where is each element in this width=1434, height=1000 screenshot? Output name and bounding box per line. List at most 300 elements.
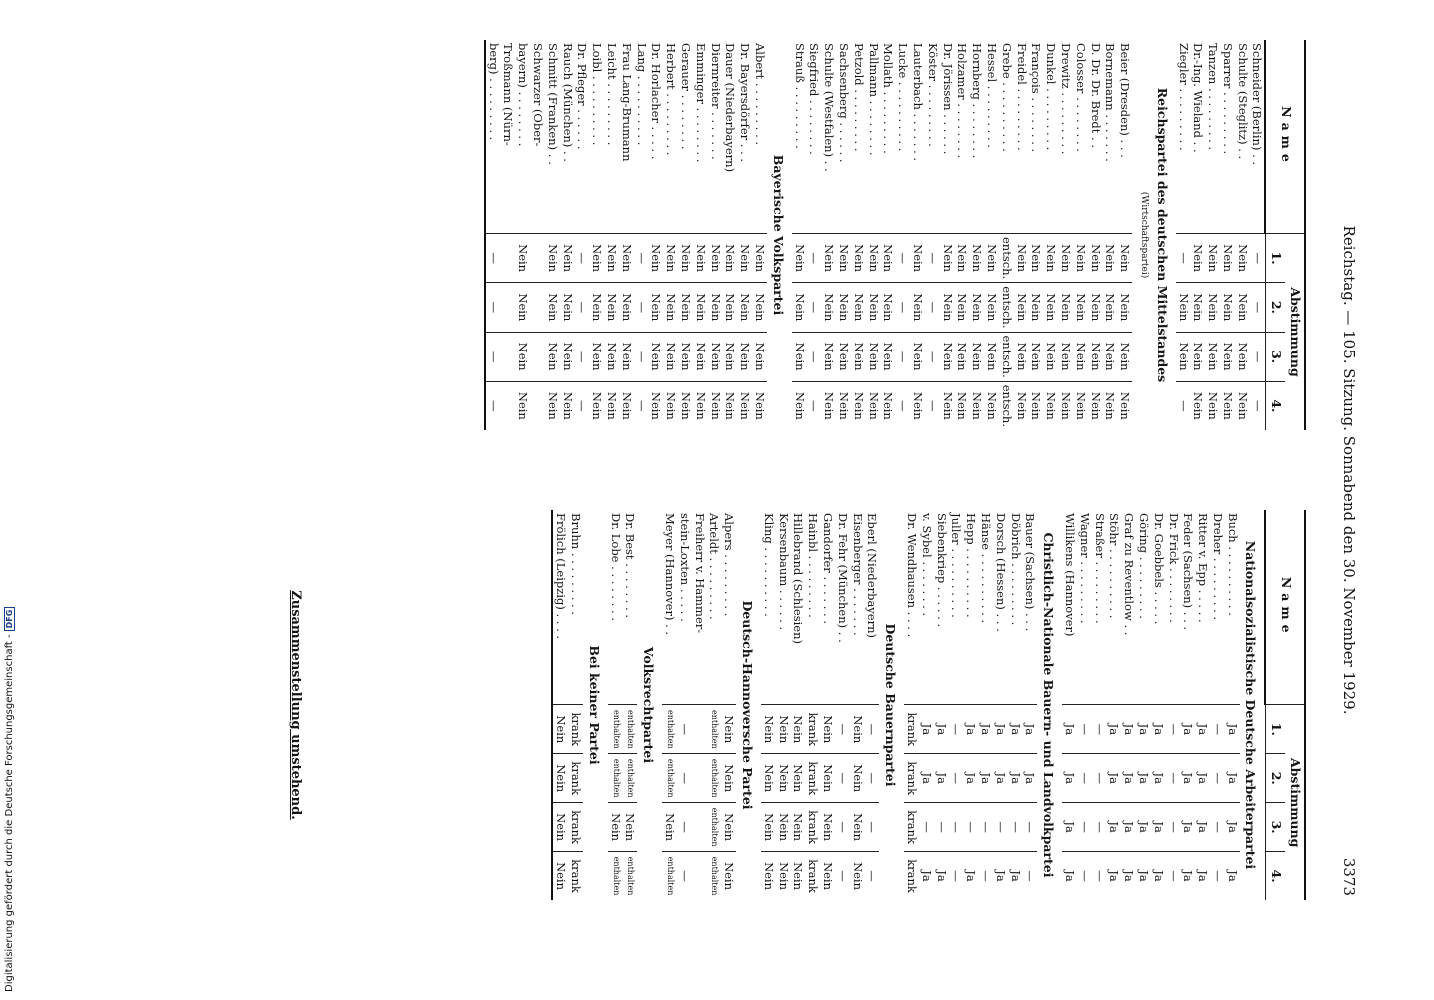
- vote-cell-1: Ja: [963, 705, 978, 754]
- column-header-2: 2.: [1266, 754, 1286, 803]
- vote-cell-3: Ja: [1121, 803, 1136, 852]
- vote-cell-4: Ja: [963, 852, 978, 900]
- vote-cell-2: entsch.: [999, 283, 1014, 332]
- vote-cell-2: Nein: [693, 283, 708, 332]
- credit-text: Digitalisierung gefördert durch die Deutsche Forschungsgemeinschaft -: [4, 634, 15, 992]
- vote-cell-4: enthalten: [623, 852, 638, 900]
- member-name: Freiherr v. Hammer-: [692, 513, 707, 634]
- vote-cell-3: Nein: [761, 803, 776, 852]
- vote-cell-1: [530, 234, 545, 283]
- member-name: Lang . . . . . . . . . .: [634, 43, 649, 146]
- vote-cell-2: Ja: [1225, 754, 1240, 803]
- table-row: [836, 40, 851, 430]
- table-row: [940, 40, 955, 430]
- table-row: [776, 510, 791, 900]
- party-name: Volksrechtpartei: [641, 646, 657, 764]
- vote-cell-3: Ja: [1151, 803, 1166, 852]
- table-row: [501, 40, 516, 430]
- table-row: [663, 40, 678, 430]
- table-row: [1191, 40, 1206, 430]
- vote-cell-4: Nein: [1205, 381, 1220, 430]
- vote-cell-2: Nein: [940, 283, 955, 332]
- footer-note: Zusammenstellung umstehend.: [288, 590, 303, 820]
- vote-cell-1: Ja: [1121, 705, 1136, 754]
- table-row: [851, 40, 866, 430]
- vote-cell-1: enthalten: [662, 705, 677, 754]
- vote-cell-1: [501, 234, 516, 283]
- member-name: Tanzen . . . . . . . . .: [1206, 43, 1221, 151]
- vote-cell-4: Nein: [850, 852, 865, 900]
- vote-cell-2: Ja: [1121, 754, 1136, 803]
- vote-cell-4: —: [485, 381, 501, 430]
- member-name: Dr. Goebbels . . . . .: [1151, 513, 1166, 625]
- member-name: Göring . . . . . . . . .: [1136, 513, 1151, 619]
- vote-cell-2: Ja: [1023, 754, 1038, 803]
- vote-cell-3: Nein: [1176, 332, 1191, 381]
- vote-cell-2: Nein: [545, 283, 560, 332]
- vote-cell-1: Nein: [723, 234, 738, 283]
- vote-cell-1: —: [575, 234, 590, 283]
- vote-cell-2: —: [677, 754, 692, 803]
- vote-cell-4: —: [949, 852, 964, 900]
- vote-cell-4: Ja: [1181, 852, 1196, 900]
- member-name: Siebenkriep . . . . . .: [934, 513, 949, 628]
- party-subheading: [1132, 40, 1151, 430]
- vote-cell-2: enthalten: [623, 754, 638, 803]
- member-name: Beier (Dresden) . . .: [1118, 43, 1133, 158]
- party-heading: [879, 510, 904, 900]
- vote-cell-3: Nein: [791, 803, 806, 852]
- party-heading: [1037, 510, 1062, 900]
- vote-cell-3: Nein: [1103, 332, 1118, 381]
- table-row: [1023, 510, 1038, 900]
- vote-cell-4: entsch.: [999, 381, 1014, 430]
- vote-cell-4: —: [895, 381, 910, 430]
- vote-cell-2: Ja: [1151, 754, 1166, 803]
- vote-cell-1: —: [1210, 705, 1225, 754]
- vote-cell-3: Nein: [589, 332, 604, 381]
- table-row: [568, 510, 583, 900]
- vote-cell-2: Nein: [955, 283, 970, 332]
- vote-cell-4: Nein: [1058, 381, 1073, 430]
- vote-cell-3: Nein: [881, 332, 896, 381]
- vote-cell-2: —: [835, 754, 850, 803]
- vote-cell-4: Nein: [737, 381, 752, 430]
- table-row: [993, 510, 1008, 900]
- vote-cell-2: Nein: [1191, 283, 1206, 332]
- member-name: Dr. Frick . . . . . . . .: [1166, 513, 1181, 623]
- vote-cell-3: Nein: [662, 803, 677, 852]
- member-name: Dunkel . . . . . . . . .: [1044, 43, 1059, 151]
- table-row: [761, 510, 776, 900]
- vote-cell-3: [501, 332, 516, 381]
- vote-cell-2: Nein: [1176, 283, 1191, 332]
- vote-cell-1: Nein: [820, 705, 835, 754]
- vote-cell-3: —: [1166, 803, 1181, 852]
- vote-cell-2: Nein: [552, 754, 568, 803]
- member-name: Siegfried . . . . . . . .: [807, 43, 822, 155]
- vote-cell-4: [501, 381, 516, 430]
- table-row: [1062, 510, 1077, 900]
- vote-cell-2: Ja: [1195, 754, 1210, 803]
- member-name: Hainbl . . . . . . . . .: [806, 513, 821, 618]
- vote-cell-2: Nein: [1043, 283, 1058, 332]
- table-row: [850, 510, 865, 900]
- vote-cell-2: —: [1250, 283, 1266, 332]
- member-name: berg) . . . . . . . . .: [485, 40, 501, 234]
- vote-cell-4: [530, 381, 545, 430]
- vote-cell-3: Nein: [693, 332, 708, 381]
- vote-cell-1: Nein: [560, 234, 575, 283]
- vote-cell-3: Nein: [1029, 332, 1044, 381]
- table-row: [969, 40, 984, 430]
- vote-cell-3: Nein: [1220, 332, 1235, 381]
- member-name: Diernreiter . . . . . . .: [708, 43, 723, 160]
- member-name: Ziegler . . . . . . . . .: [1176, 43, 1191, 151]
- vote-cell-1: Nein: [708, 234, 723, 283]
- table-row: [1210, 510, 1225, 900]
- vote-cell-1: —: [925, 234, 940, 283]
- vote-cell-3: Nein: [678, 332, 693, 381]
- vote-cell-3: Ja: [1195, 803, 1210, 852]
- vote-cell-3: Nein: [708, 332, 723, 381]
- table-row: [634, 40, 649, 430]
- member-name: Emminger . . . . . . . .: [693, 43, 708, 163]
- table-row: [807, 40, 822, 430]
- vote-cell-3: Ja: [1136, 803, 1151, 852]
- vote-cell-1: Nein: [1205, 234, 1220, 283]
- vote-cell-2: enthalten: [662, 754, 677, 803]
- table-row: [895, 40, 910, 430]
- left-table-body: [485, 40, 1266, 430]
- vote-cell-1: —: [1077, 705, 1092, 754]
- vote-cell-1: Ja: [1136, 705, 1151, 754]
- table-row: [866, 40, 881, 430]
- vote-cell-4: —: [575, 381, 590, 430]
- member-name: Hillebrand (Schlesien): [791, 513, 806, 644]
- vote-cell-1: Nein: [721, 705, 736, 754]
- vote-cell-3: Nein: [1088, 332, 1103, 381]
- member-name: Graf zu Reventlow . .: [1122, 513, 1137, 636]
- column-header-name: Name: [1266, 510, 1306, 705]
- vote-cell-3: Nein: [515, 332, 530, 381]
- table-row: [1121, 510, 1136, 900]
- vote-cell-4: Nein: [1235, 381, 1250, 430]
- vote-cell-4: Nein: [969, 381, 984, 430]
- vote-cell-4: —: [1023, 852, 1038, 900]
- vote-cell-2: Nein: [820, 754, 835, 803]
- vote-cell-2: enthalten: [608, 754, 623, 803]
- vote-cell-1: Ja: [993, 705, 1008, 754]
- vote-cell-4: Ja: [1008, 852, 1023, 900]
- column-header-3: 3.: [1266, 803, 1286, 852]
- vote-cell-1: Nein: [737, 234, 752, 283]
- vote-cell-2: Nein: [663, 283, 678, 332]
- vote-cell-3: krank: [568, 803, 583, 852]
- party-subname: (Wirtschaftspartei): [1138, 191, 1149, 279]
- table-row: [1103, 40, 1118, 430]
- vote-cell-3: —: [949, 803, 964, 852]
- vote-cell-3: —: [978, 803, 993, 852]
- vote-cell-2: Nein: [1117, 283, 1132, 332]
- table-row: [1195, 510, 1210, 900]
- vote-cell-4: Nein: [820, 852, 835, 900]
- member-name: Freidel . . . . . . . . .: [1014, 43, 1029, 151]
- vote-cell-4: —: [835, 852, 850, 900]
- vote-cell-1: Ja: [978, 705, 993, 754]
- vote-cell-4: [692, 852, 707, 900]
- vote-cell-4: Ja: [993, 852, 1008, 900]
- member-name: Pallmann . . . . . . . .: [866, 43, 881, 156]
- vote-cell-4: Ja: [934, 852, 949, 900]
- table-row: [865, 510, 880, 900]
- member-name: Dr. Fehr (München) . .: [835, 513, 850, 643]
- table-row: [678, 40, 693, 430]
- table-row: [1176, 40, 1191, 430]
- page-title: Reichstag. — 105. Sitzung. Sonnabend den 30. November 1929.: [1340, 225, 1358, 715]
- member-name: Meyer (Hannover) . .: [663, 513, 678, 636]
- vote-cell-1: Ja: [1107, 705, 1122, 754]
- vote-cell-3: —: [485, 332, 501, 381]
- vote-cell-3: —: [1008, 803, 1023, 852]
- table-row: [485, 40, 501, 430]
- vote-cell-3: Nein: [969, 332, 984, 381]
- member-name: Gerauer . . . . . . . .: [679, 43, 694, 150]
- table-row: [721, 510, 736, 900]
- vote-cell-4: Nein: [678, 381, 693, 430]
- member-name: Dr. Lobe . . . . . . . .: [608, 513, 623, 621]
- vote-cell-1: Nein: [866, 234, 881, 283]
- vote-cell-4: —: [1250, 381, 1266, 430]
- vote-cell-1: Nein: [693, 234, 708, 283]
- vote-cell-4: —: [1210, 852, 1225, 900]
- table-row: [963, 510, 978, 900]
- vote-cell-2: Ja: [1181, 754, 1196, 803]
- vote-cell-2: krank: [904, 754, 919, 803]
- vote-cell-1: entsch.: [999, 234, 1014, 283]
- vote-cell-4: Nein: [1220, 381, 1235, 430]
- vote-cell-3: Nein: [984, 332, 999, 381]
- vote-cell-2: Nein: [1220, 283, 1235, 332]
- column-header-4: 4.: [1266, 381, 1286, 430]
- vote-cell-1: krank: [805, 705, 820, 754]
- vote-cell-2: Nein: [737, 283, 752, 332]
- vote-cell-2: Nein: [984, 283, 999, 332]
- vote-cell-1: enthalten: [608, 705, 623, 754]
- vote-cell-4: Nein: [723, 381, 738, 430]
- vote-cell-3: —: [963, 803, 978, 852]
- member-name: v. Sybel . . . . . . . .: [919, 513, 934, 617]
- table-row: [949, 510, 964, 900]
- vote-cell-4: Nein: [545, 381, 560, 430]
- member-name: Dreher . . . . . . . . .: [1210, 513, 1225, 621]
- vote-cell-1: Nein: [1073, 234, 1088, 283]
- table-row: [1014, 40, 1029, 430]
- party-heading: [736, 510, 761, 900]
- member-name: Dauer (Niederbayern): [723, 43, 738, 173]
- member-name: Sparrer . . . . . . . . .: [1220, 43, 1235, 155]
- vote-cell-1: Nein: [552, 705, 568, 754]
- vote-cell-1: Ja: [934, 705, 949, 754]
- table-row: [984, 40, 999, 430]
- vote-cell-4: Nein: [1029, 381, 1044, 430]
- column-header-name: Name: [1266, 40, 1306, 234]
- dfg-logo: DFG: [4, 607, 15, 632]
- party-name: Christlich-Nationale Bauern- und Landvolkpartei: [1041, 532, 1057, 878]
- vote-cell-3: Ja: [1107, 803, 1122, 852]
- party-heading: [767, 40, 792, 430]
- vote-cell-4: —: [925, 381, 940, 430]
- vote-cell-3: Nein: [721, 803, 736, 852]
- vote-cell-4: enthalten: [662, 852, 677, 900]
- vote-cell-2: —: [1092, 754, 1107, 803]
- vote-cell-1: —: [1092, 705, 1107, 754]
- member-name: Dorsch (Hessen) . . .: [993, 513, 1008, 632]
- vote-cell-1: —: [634, 234, 649, 283]
- vote-cell-1: Nein: [1014, 234, 1029, 283]
- member-name: Bornemann . . . . . . .: [1103, 43, 1118, 162]
- vote-cell-3: Nein: [1191, 332, 1206, 381]
- vote-cell-1: Ja: [1151, 705, 1166, 754]
- vote-cell-1: Nein: [589, 234, 604, 283]
- vote-cell-3: —: [993, 803, 1008, 852]
- vote-cell-1: Nein: [649, 234, 664, 283]
- vote-cell-4: Nein: [604, 381, 619, 430]
- table-row: [608, 510, 623, 900]
- member-name: Lauterbach . . . . . . .: [910, 43, 925, 162]
- table-row: [1008, 510, 1023, 900]
- vote-cell-1: Nein: [1043, 234, 1058, 283]
- vote-cell-3: Nein: [663, 332, 678, 381]
- vote-cell-2: Ja: [993, 754, 1008, 803]
- table-row: [589, 40, 604, 430]
- vote-cell-3: —: [1210, 803, 1225, 852]
- vote-cell-4: Nein: [776, 852, 791, 900]
- vote-cell-1: Ja: [1008, 705, 1023, 754]
- vote-cell-3: Nein: [737, 332, 752, 381]
- vote-cell-4: —: [1176, 381, 1191, 430]
- table-row: [1151, 510, 1166, 900]
- vote-cell-4: enthalten: [608, 852, 623, 900]
- table-row: [925, 40, 940, 430]
- table-row: [708, 40, 723, 430]
- vote-cell-3: Nein: [910, 332, 925, 381]
- vote-cell-1: Nein: [969, 234, 984, 283]
- table-row: [707, 510, 722, 900]
- vote-cell-3: Nein: [866, 332, 881, 381]
- vote-cell-1: Nein: [1088, 234, 1103, 283]
- vote-cell-1: —: [835, 705, 850, 754]
- vote-cell-2: Ja: [934, 754, 949, 803]
- left-vote-table: [484, 40, 1306, 430]
- vote-cell-4: Ja: [1121, 852, 1136, 900]
- party-name: Nationalsozialistische Deutsche Arbeiterpartei: [1243, 540, 1259, 870]
- member-name: Stöhr . . . . . . . . . .: [1107, 513, 1122, 619]
- table-row: [1235, 40, 1250, 430]
- vote-cell-3: krank: [904, 803, 919, 852]
- vote-cell-4: —: [634, 381, 649, 430]
- vote-cell-2: Nein: [836, 283, 851, 332]
- member-name: Mollath . . . . . . . . .: [881, 43, 896, 154]
- table-row: [545, 40, 560, 430]
- table-row: [649, 40, 664, 430]
- vote-cell-1: Nein: [792, 234, 807, 283]
- member-name: Dr. Wendhausen . . . .: [904, 513, 919, 638]
- member-name: Dr. Best . . . . . . . .: [623, 513, 638, 619]
- column-header-abstimmung: Abstimmung: [1285, 234, 1305, 431]
- vote-cell-2: Ja: [1136, 754, 1151, 803]
- vote-cell-2: Nein: [1058, 283, 1073, 332]
- column-header-1: 1.: [1266, 705, 1286, 754]
- vote-cell-3: Nein: [836, 332, 851, 381]
- member-name: Feder (Sachsen) . . .: [1181, 513, 1196, 631]
- vote-cell-2: —: [895, 283, 910, 332]
- vote-cell-4: Ja: [1107, 852, 1122, 900]
- vote-cell-2: Nein: [866, 283, 881, 332]
- table-row: [623, 510, 638, 900]
- vote-cell-2: Nein: [1088, 283, 1103, 332]
- table-row: [919, 510, 934, 900]
- vote-cell-2: Nein: [851, 283, 866, 332]
- vote-cell-1: Nein: [850, 705, 865, 754]
- vote-cell-3: Nein: [821, 332, 836, 381]
- vote-cell-4: Nein: [984, 381, 999, 430]
- vote-cell-4: Nein: [910, 381, 925, 430]
- vote-cell-4: —: [1166, 852, 1181, 900]
- table-row: [619, 40, 634, 430]
- party-heading: [1240, 510, 1266, 900]
- vote-cell-4: Nein: [1117, 381, 1132, 430]
- vote-cell-3: —: [634, 332, 649, 381]
- member-name: Albert . . . . . . . . .: [753, 43, 767, 146]
- vote-cell-3: Ja: [1181, 803, 1196, 852]
- member-name: Bauer (Sachsen) . . .: [1023, 513, 1038, 632]
- vote-cell-3: Nein: [851, 332, 866, 381]
- table-row: [692, 510, 707, 900]
- vote-cell-3: enthalten: [707, 803, 722, 852]
- vote-cell-2: Nein: [515, 283, 530, 332]
- vote-cell-1: Nein: [821, 234, 836, 283]
- vote-cell-4: Nein: [821, 381, 836, 430]
- vote-cell-2: krank: [805, 754, 820, 803]
- vote-cell-4: Nein: [721, 852, 736, 900]
- party-heading: [583, 510, 608, 900]
- vote-cell-2: —: [575, 283, 590, 332]
- vote-cell-1: enthalten: [623, 705, 638, 754]
- vote-cell-1: Nein: [851, 234, 866, 283]
- vote-cell-2: Ja: [978, 754, 993, 803]
- vote-cell-2: —: [1166, 754, 1181, 803]
- vote-cell-4: Nein: [761, 852, 776, 900]
- vote-cell-3: Nein: [608, 803, 623, 852]
- table-row: [662, 510, 677, 900]
- vote-cell-4: Nein: [836, 381, 851, 430]
- vote-cell-4: Nein: [1073, 381, 1088, 430]
- vote-cell-3: —: [807, 332, 822, 381]
- vote-cell-3: Nein: [560, 332, 575, 381]
- vote-cell-4: —: [865, 852, 880, 900]
- member-name: Eberl (Niederbayern): [865, 513, 880, 639]
- party-heading: [1151, 40, 1176, 430]
- vote-cell-4: —: [978, 852, 993, 900]
- vote-cell-3: Nein: [649, 332, 664, 381]
- table-row: [1058, 40, 1073, 430]
- vote-cell-1: Nein: [955, 234, 970, 283]
- vote-cell-4: Nein: [955, 381, 970, 430]
- column-header-2: 2.: [1266, 283, 1286, 332]
- table-row: [1092, 510, 1107, 900]
- vote-cell-2: Ja: [1062, 754, 1077, 803]
